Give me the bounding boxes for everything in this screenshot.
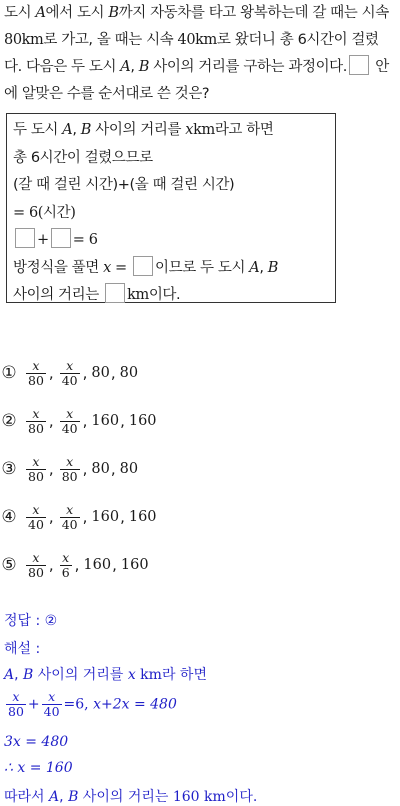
choice-2[interactable]: ② $\frac{x}{80}$ , $\frac{x}{40}$ , 160 , 160: [1, 405, 157, 436]
fraction: $\frac{x}{80}$: [28, 549, 44, 580]
box-line-6: 방정식을 풀면 x = 이므로 두 도시 A, B: [13, 255, 335, 283]
question-line-1: 도시 A에서 도시 B까지 자동차를 타고 왕복하는데 갈 때는 시속: [4, 5, 389, 21]
question-line-2: 80km로 가고, 올 때는 시속 40km로 왔더니 총 6시간이 걸렸: [4, 32, 379, 48]
fraction: $\frac{x}{40}$: [43, 689, 60, 719]
speed-return: 40km: [177, 32, 217, 48]
blank-box-2[interactable]: [51, 228, 71, 248]
explanation-line-3: 3x = 480: [4, 734, 69, 750]
choice-5[interactable]: ⑤ $\frac{x}{80}$ , $\frac{x}{6}$ , 160 , 160: [1, 549, 149, 580]
question-line-3: 다. 다음은 두 도시 A, B 사이의 거리를 구하는 과정이다. 안: [4, 54, 398, 81]
answer-label: 정답 : ②: [4, 613, 58, 629]
explanation-line-5: 따라서 A, B 사이의 거리는 160 km이다.: [4, 789, 258, 805]
box-line-1: 두 도시 A, B 사이의 거리를 xkm라고 하면: [13, 122, 274, 138]
choice-4[interactable]: ④ $\frac{x}{40}$ , $\frac{x}{40}$ , 160 , 160: [1, 501, 157, 532]
fraction: $\frac{x}{40}$: [61, 357, 78, 388]
box-line-2: 총 6시간이 걸렸으므로: [13, 149, 153, 166]
speed-go: 80km: [4, 32, 44, 48]
box-line-4: = 6(시간): [13, 204, 76, 221]
explanation-line-2: $\frac{x}{80}$ + $\frac{x}{40}$ =6, x+2x = 480: [8, 689, 177, 719]
fraction: $\frac{x}{80}$: [28, 405, 44, 436]
blank-box-1[interactable]: [15, 228, 35, 248]
solution-process-box: [6, 113, 336, 303]
fraction: $\frac{x}{6}$: [61, 549, 70, 580]
box-line-7: 사이의 거리는 km이다.: [13, 282, 335, 310]
choice-1[interactable]: ① $\frac{x}{80}$ , $\frac{x}{40}$ , 80 , 80: [1, 357, 139, 388]
explanation-line-1: A, B 사이의 거리를 x km라 하면: [4, 667, 207, 683]
blank-box-icon: [349, 55, 369, 75]
fraction: $\frac{x}{40}$: [61, 405, 78, 436]
box-line-5: + = 6: [13, 227, 335, 255]
explanation-line-4: ∴ x = 160: [4, 760, 73, 776]
box-line-3: (갈 때 걸린 시간)+(올 때 걸린 시간): [13, 177, 235, 193]
fraction: $\frac{x}{80}$: [8, 689, 24, 719]
fraction: $\frac{x}{80}$: [28, 357, 44, 388]
choice-3[interactable]: ③ $\frac{x}{80}$ , $\frac{x}{80}$ , 80 , 80: [1, 453, 139, 484]
blank-box-4[interactable]: [105, 283, 125, 303]
city-a: A: [35, 5, 46, 21]
blank-box-3[interactable]: [133, 256, 153, 276]
fraction: $\frac{x}{40}$: [28, 501, 44, 532]
fraction: $\frac{x}{80}$: [61, 453, 78, 484]
fraction: $\frac{x}{80}$: [28, 453, 44, 484]
explanation-label: 해설 :: [4, 641, 41, 657]
city-b: B: [108, 5, 119, 21]
question-line-4: 에 알맞은 수를 순서대로 쓴 것은?: [4, 86, 210, 102]
question-text: [4, 0, 398, 108]
fraction: $\frac{x}{40}$: [61, 501, 78, 532]
